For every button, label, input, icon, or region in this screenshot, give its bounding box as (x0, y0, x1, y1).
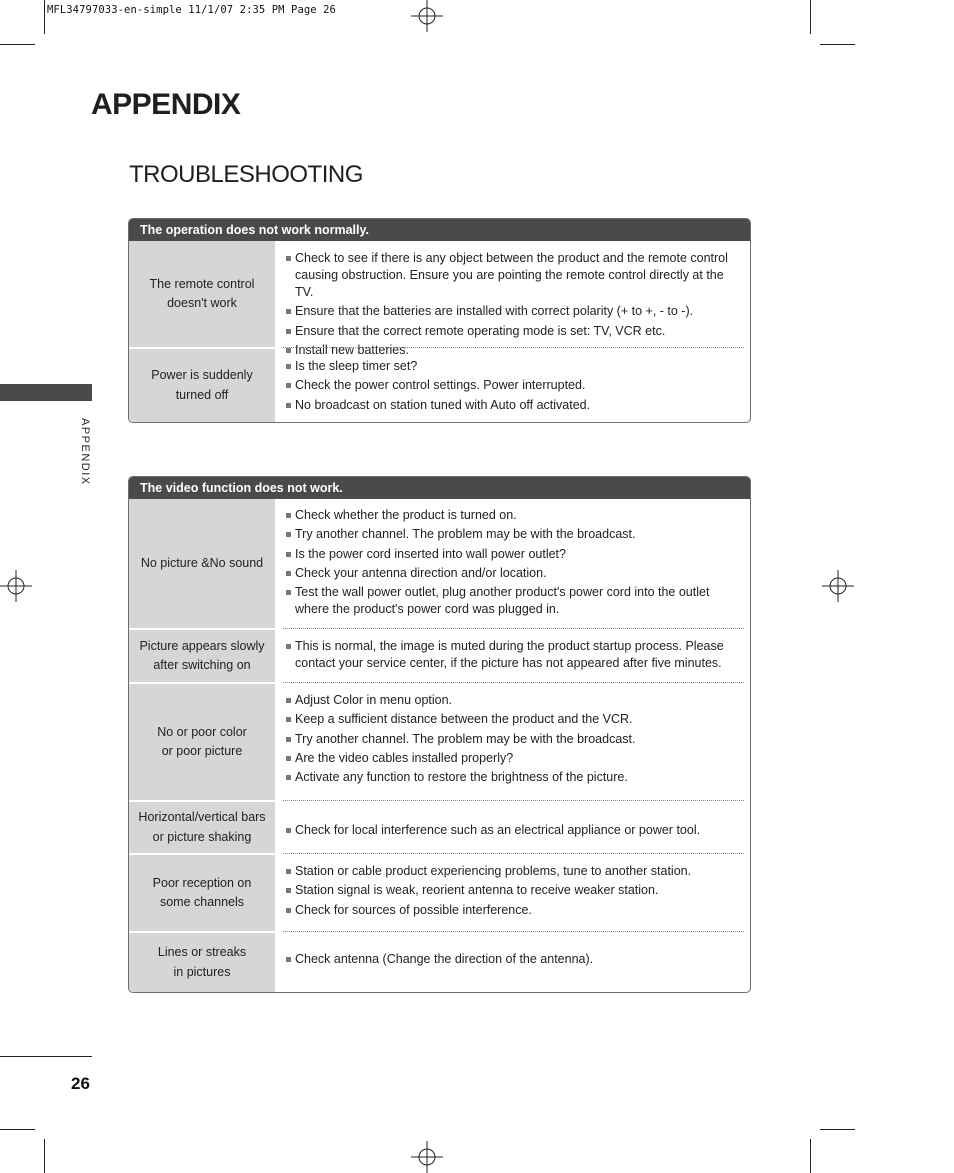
list-item: Ensure that the correct remote operating mode is set: TV, VCR etc. (286, 323, 744, 340)
solution-list (286, 250, 744, 359)
problem-cell: Power is suddenly turned off (129, 349, 275, 422)
list-item: Check for local interference such as an electrical appliance or power tool. (286, 822, 744, 839)
table-row (129, 855, 750, 931)
problem-cell: Lines or streaks in pictures (129, 933, 275, 992)
solution-cell (275, 855, 750, 931)
solution-list (286, 638, 744, 672)
list-item: Check to see if there is any object between the product and the remote control causing obstruction. Ensure you are pointing the remote control directly at the TV. (286, 250, 744, 301)
registration-mark-icon (822, 570, 854, 602)
registration-mark-icon (411, 0, 443, 32)
registration-mark-icon (0, 570, 32, 602)
solution-list (286, 507, 744, 618)
list-item: Check whether the product is turned on. (286, 507, 744, 524)
solution-cell (275, 802, 750, 853)
problem-cell: Poor reception on some channels (129, 855, 275, 931)
table-row (129, 349, 750, 422)
print-header: MFL34797033-en-simple 11/1/07 2:35 PM Page 26 (47, 4, 336, 16)
table-row (129, 933, 750, 992)
list-item: No broadcast on station tuned with Auto off activated. (286, 397, 744, 414)
list-item: Activate any function to restore the brightness of the picture. (286, 769, 744, 786)
crop-mark (0, 44, 35, 45)
solution-list (286, 951, 744, 968)
side-tab-marker (0, 384, 92, 401)
table-row (129, 499, 750, 628)
problem-cell: No or poor color or poor picture (129, 684, 275, 800)
solution-list (286, 692, 744, 786)
list-item: Try another channel. The problem may be with the broadcast. (286, 526, 744, 543)
side-label: APPENDIX (79, 418, 91, 486)
crop-mark (820, 44, 855, 45)
solution-cell (275, 499, 750, 628)
problem-cell: The remote control doesn't work (129, 241, 275, 347)
registration-mark-icon (411, 1141, 443, 1173)
list-item: Ensure that the batteries are installed with correct polarity (+ to +, - to -). (286, 303, 744, 320)
list-item: Station signal is weak, reorient antenna to receive weaker station. (286, 882, 744, 899)
crop-mark (810, 1139, 811, 1173)
list-item: Check for sources of possible interference. (286, 902, 744, 919)
solution-cell (275, 933, 750, 992)
crop-mark (0, 1129, 35, 1130)
section-title: TROUBLESHOOTING (129, 161, 363, 188)
list-item: Keep a sufficient distance between the product and the VCR. (286, 711, 744, 728)
solution-cell (275, 630, 750, 682)
list-item: Try another channel. The problem may be with the broadcast. (286, 731, 744, 748)
problem-cell: Horizontal/vertical bars or picture shaking (129, 802, 275, 853)
solution-list (286, 358, 744, 414)
solution-list (286, 822, 744, 839)
table-header: The operation does not work normally. (129, 219, 750, 241)
page-title: APPENDIX (91, 88, 241, 121)
crop-mark (44, 1139, 45, 1173)
solution-list (286, 863, 744, 919)
footer-rule (0, 1056, 92, 1057)
table-row (129, 802, 750, 853)
solution-cell (275, 684, 750, 800)
crop-mark (44, 0, 45, 34)
table-row (129, 630, 750, 682)
problem-cell: No picture &No sound (129, 499, 275, 628)
page-number: 26 (71, 1074, 90, 1093)
problem-cell: Picture appears slowly after switching on (129, 630, 275, 682)
list-item: Station or cable product experiencing problems, tune to another station. (286, 863, 744, 880)
table-row (129, 241, 750, 357)
list-item: Adjust Color in menu option. (286, 692, 744, 709)
table-row (129, 684, 750, 800)
solution-cell (275, 241, 750, 357)
list-item: Are the video cables installed properly? (286, 750, 744, 767)
list-item: Install new batteries. (286, 342, 744, 359)
list-item: Check the power control settings. Power interrupted. (286, 377, 744, 394)
solution-cell (275, 349, 750, 422)
list-item: This is normal, the image is muted during the product startup process. Please contact your service center, if the picture has not appeared after five minutes. (286, 638, 744, 672)
table-header: The video function does not work. (129, 477, 750, 499)
list-item: Check your antenna direction and/or location. (286, 565, 744, 582)
crop-mark (820, 1129, 855, 1130)
list-item: Test the wall power outlet, plug another product's power cord into the outlet where the product's power cord was plugged in. (286, 584, 744, 618)
list-item: Is the sleep timer set? (286, 358, 744, 375)
list-item: Is the power cord inserted into wall power outlet? (286, 546, 744, 563)
crop-mark (810, 0, 811, 34)
troubleshooting-table (128, 218, 751, 423)
list-item: Check antenna (Change the direction of the antenna). (286, 951, 744, 968)
troubleshooting-table (128, 476, 751, 993)
